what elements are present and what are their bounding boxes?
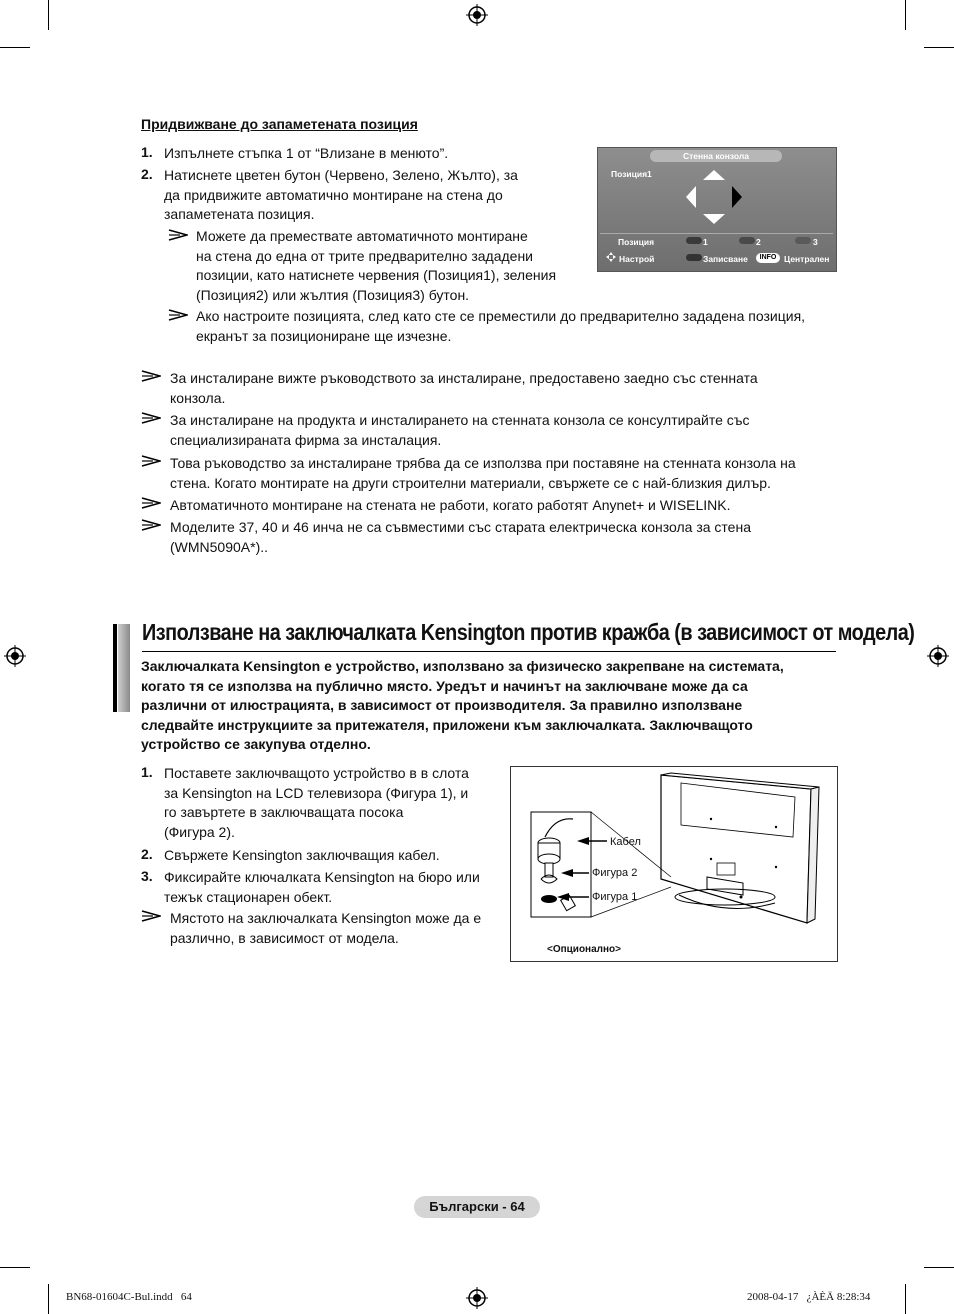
- tv-back-illustration: [511, 767, 837, 961]
- crop-mark: [924, 1267, 954, 1268]
- step-text: Свържете Kensington заключващия кабел.: [164, 847, 440, 863]
- step-number: 2.: [141, 166, 153, 182]
- crop-mark: [48, 0, 49, 30]
- note-arrow-icon: [141, 455, 161, 467]
- osd-save-label: Записване: [703, 254, 748, 264]
- registration-mark-icon: [466, 1287, 488, 1309]
- osd-divider: [600, 233, 833, 234]
- step-number: 1.: [141, 144, 153, 160]
- note-text: Моделите 37, 40 и 46 инча не са съвместими със старата електрическа конзола за стена (WMN5090A*)..: [170, 519, 751, 555]
- registration-mark-icon: [4, 645, 26, 667]
- move-icon: [606, 252, 616, 262]
- green-button-icon: [739, 237, 755, 244]
- note-arrow-icon: [141, 910, 161, 922]
- info-badge: INFO: [756, 253, 780, 263]
- step-number: 3.: [141, 868, 153, 884]
- footer-file: BN68-01604C-Bul.indd 64: [66, 1291, 192, 1303]
- osd-title: Стенна конзола: [683, 151, 749, 161]
- registration-mark-icon: [927, 645, 949, 667]
- osd-position-2: 2: [756, 237, 761, 247]
- step-text: Фиксирайте ключалката Kensington на бюро или тежък стационарен обект.: [164, 869, 480, 905]
- osd-row-label: Позиция: [618, 237, 655, 247]
- heading-underline: [142, 651, 836, 652]
- heading-bar: [118, 624, 130, 712]
- crop-mark: [924, 47, 954, 48]
- osd-adjust-label: Настрой: [619, 254, 655, 264]
- direction-arrows-icon: [684, 168, 744, 226]
- footer-date: 2008-04-17 ¿ÀÈÄ 8:28:34: [747, 1291, 871, 1303]
- kensington-figure: [510, 766, 838, 962]
- heading-bar-accent: [113, 624, 117, 712]
- note-text: Ако настроите позицията, след като сте се преместили до предварително зададена позиция, екранът за позициониране ще изчезне.: [196, 308, 806, 344]
- red-button-icon: [686, 237, 702, 244]
- red-button-icon: [686, 254, 702, 261]
- step-text: Натиснете цветен бутон (Червено, Зелено, Жълто), за да придвижите автоматично монтиране на стена до запаметената позиция.: [164, 167, 518, 222]
- osd-position-label: Позиция1: [611, 169, 652, 179]
- step-text: Поставете заключващото устройство в в слота за Kensington на LCD телевизора (Фигура 1), и го завъртете в заключващата посока (Фигура 2).: [164, 765, 469, 840]
- figure-label-fig1: Фигура 1: [592, 891, 638, 903]
- intro-paragraph: Заключалката Kensington е устройство, използвано за физическо закрепване на системата, когато тя се използва на публично място. Уредът и начинът на заключване може да са различни от илюстрацията, в зависимост от производителя. За правилно използване следвайте инструкциите за притежателя, приложени към заключалката. Заключващото устройство се закупува отделно.: [141, 658, 784, 752]
- note-arrow-icon: [168, 229, 188, 241]
- wall-mount-osd-screen: [597, 147, 837, 272]
- note-arrow-icon: [141, 412, 161, 424]
- note-text: Мястото на заключалката Kensington може да е различно, в зависимост от модела.: [170, 910, 482, 946]
- page-number-badge: Български - 64: [414, 1196, 540, 1218]
- crop-mark: [905, 0, 906, 30]
- crop-mark: [48, 1284, 49, 1314]
- osd-position-3: 3: [813, 237, 818, 247]
- note-arrow-icon: [168, 309, 188, 321]
- registration-mark-icon: [466, 4, 488, 26]
- note-text: Това ръководство за инсталиране трябва да се използва при поставяне на стенната конзола на стена. Когато монтирате на други строителни материали, свържете се с най-близкия дилър.: [170, 455, 796, 491]
- note-arrow-icon: [141, 519, 161, 531]
- figure-label-cable: Кабел: [610, 836, 641, 848]
- note-text: За инсталиране вижте ръководството за инсталиране, предоставено заедно със стенната конзола.: [170, 370, 758, 406]
- figure-label-fig2: Фигура 2: [592, 867, 638, 879]
- crop-mark: [0, 47, 30, 48]
- step-text: Изпълнете стъпка 1 от “Влизане в менюто”.: [164, 145, 449, 161]
- crop-mark: [905, 1284, 906, 1314]
- yellow-button-icon: [795, 237, 811, 244]
- step-number: 2.: [141, 846, 153, 862]
- note-text: Можете да премествате автоматичното монтиране на стена до една от трите предварително зададени позиции, като натиснете червения (Позиция1), зеления (Позиция2) или жълтия (Позиция3) бутон.: [196, 228, 557, 303]
- crop-mark: [0, 1267, 30, 1268]
- note-arrow-icon: [141, 497, 161, 509]
- figure-label-optional: <Опционално>: [547, 944, 622, 955]
- osd-center-label: Централен: [784, 254, 830, 264]
- section-title: Придвижване до запаметената позиция: [141, 116, 418, 132]
- note-text: За инсталиране на продукта и инсталирането на стенната конзола се консултирайте със специализираната фирма за инсталация.: [170, 412, 750, 448]
- step-number: 1.: [141, 764, 153, 780]
- note-arrow-icon: [141, 370, 161, 382]
- note-text: Автоматичното монтиране на стената не работи, когато работят Anynet+ и WISELINK.: [170, 497, 731, 513]
- osd-position-1: 1: [703, 237, 708, 247]
- page-heading: Използване на заключалката Kensington против кражба (в зависимост от модела): [142, 619, 915, 645]
